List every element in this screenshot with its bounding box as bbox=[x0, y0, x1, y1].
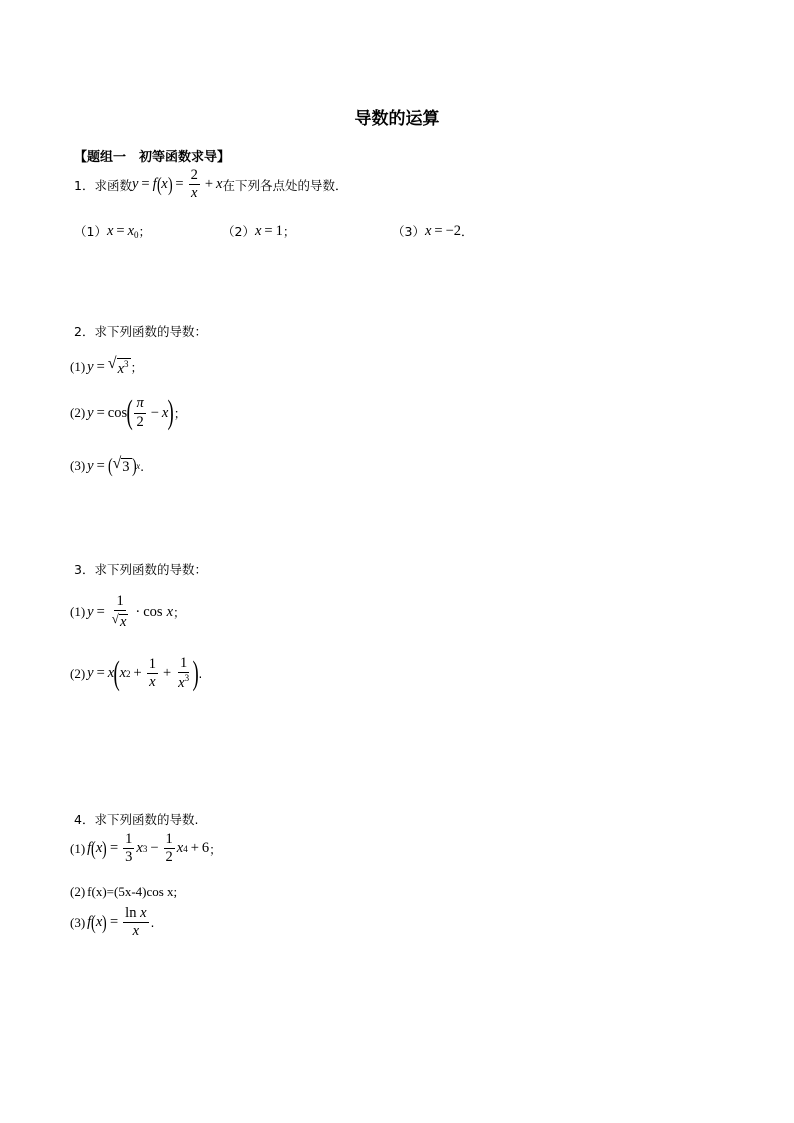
page-title: 导数的运算 bbox=[354, 109, 440, 129]
q1-part-2: （2） x = 1 ； bbox=[222, 222, 296, 239]
q4-item-2: (2) f(x)=(5x-4)cos x; bbox=[70, 884, 178, 899]
q2-heading: 2．求下列函数的导数： bbox=[74, 324, 207, 339]
q4-heading: 4．求下列函数的导数. bbox=[74, 812, 199, 827]
q1-suffix: 在下列各点处的导数． bbox=[222, 177, 348, 193]
q1-prefix: 1．求函数 bbox=[74, 177, 132, 193]
q4-item-3: (3) f ( x ) = $\frac{\text{ln x}}{x}$ . bbox=[70, 905, 155, 940]
q2-item-3: (3) y = ( √ 3 ) x . bbox=[70, 455, 145, 477]
q1-function: y = f ( x ) = $\frac{2}{x}$ + x bbox=[131, 167, 223, 202]
question-1 bbox=[74, 168, 347, 201]
q3-item-2: (2) y = x ( x 2 + $\frac{1}{x}$ + $\frac{1}{x^3}$ ) . bbox=[70, 654, 203, 692]
group-heading: 【题组一 初等函数求导】 bbox=[74, 150, 231, 165]
q2-item-1: (1) y = √ $x^3$ ； bbox=[70, 355, 144, 377]
q3-heading: 3．求下列函数的导数： bbox=[74, 562, 207, 577]
q1-part-3: （3） x = −2 ． bbox=[392, 222, 474, 239]
q2-item-2: (2) y = cos ( $\frac{\pi}{2}$ − x ) ； bbox=[70, 394, 187, 431]
q1-part-1: （1） $x = x_0$ ； bbox=[74, 222, 152, 240]
q4-item-1: (1) f ( x ) = $\frac{1}{3}$ x 3 − $\frac{1}{2}$ x 4 + 6 ； bbox=[70, 831, 222, 866]
q3-item-1: (1) y = 1 √ x · cos x ； bbox=[70, 593, 186, 631]
